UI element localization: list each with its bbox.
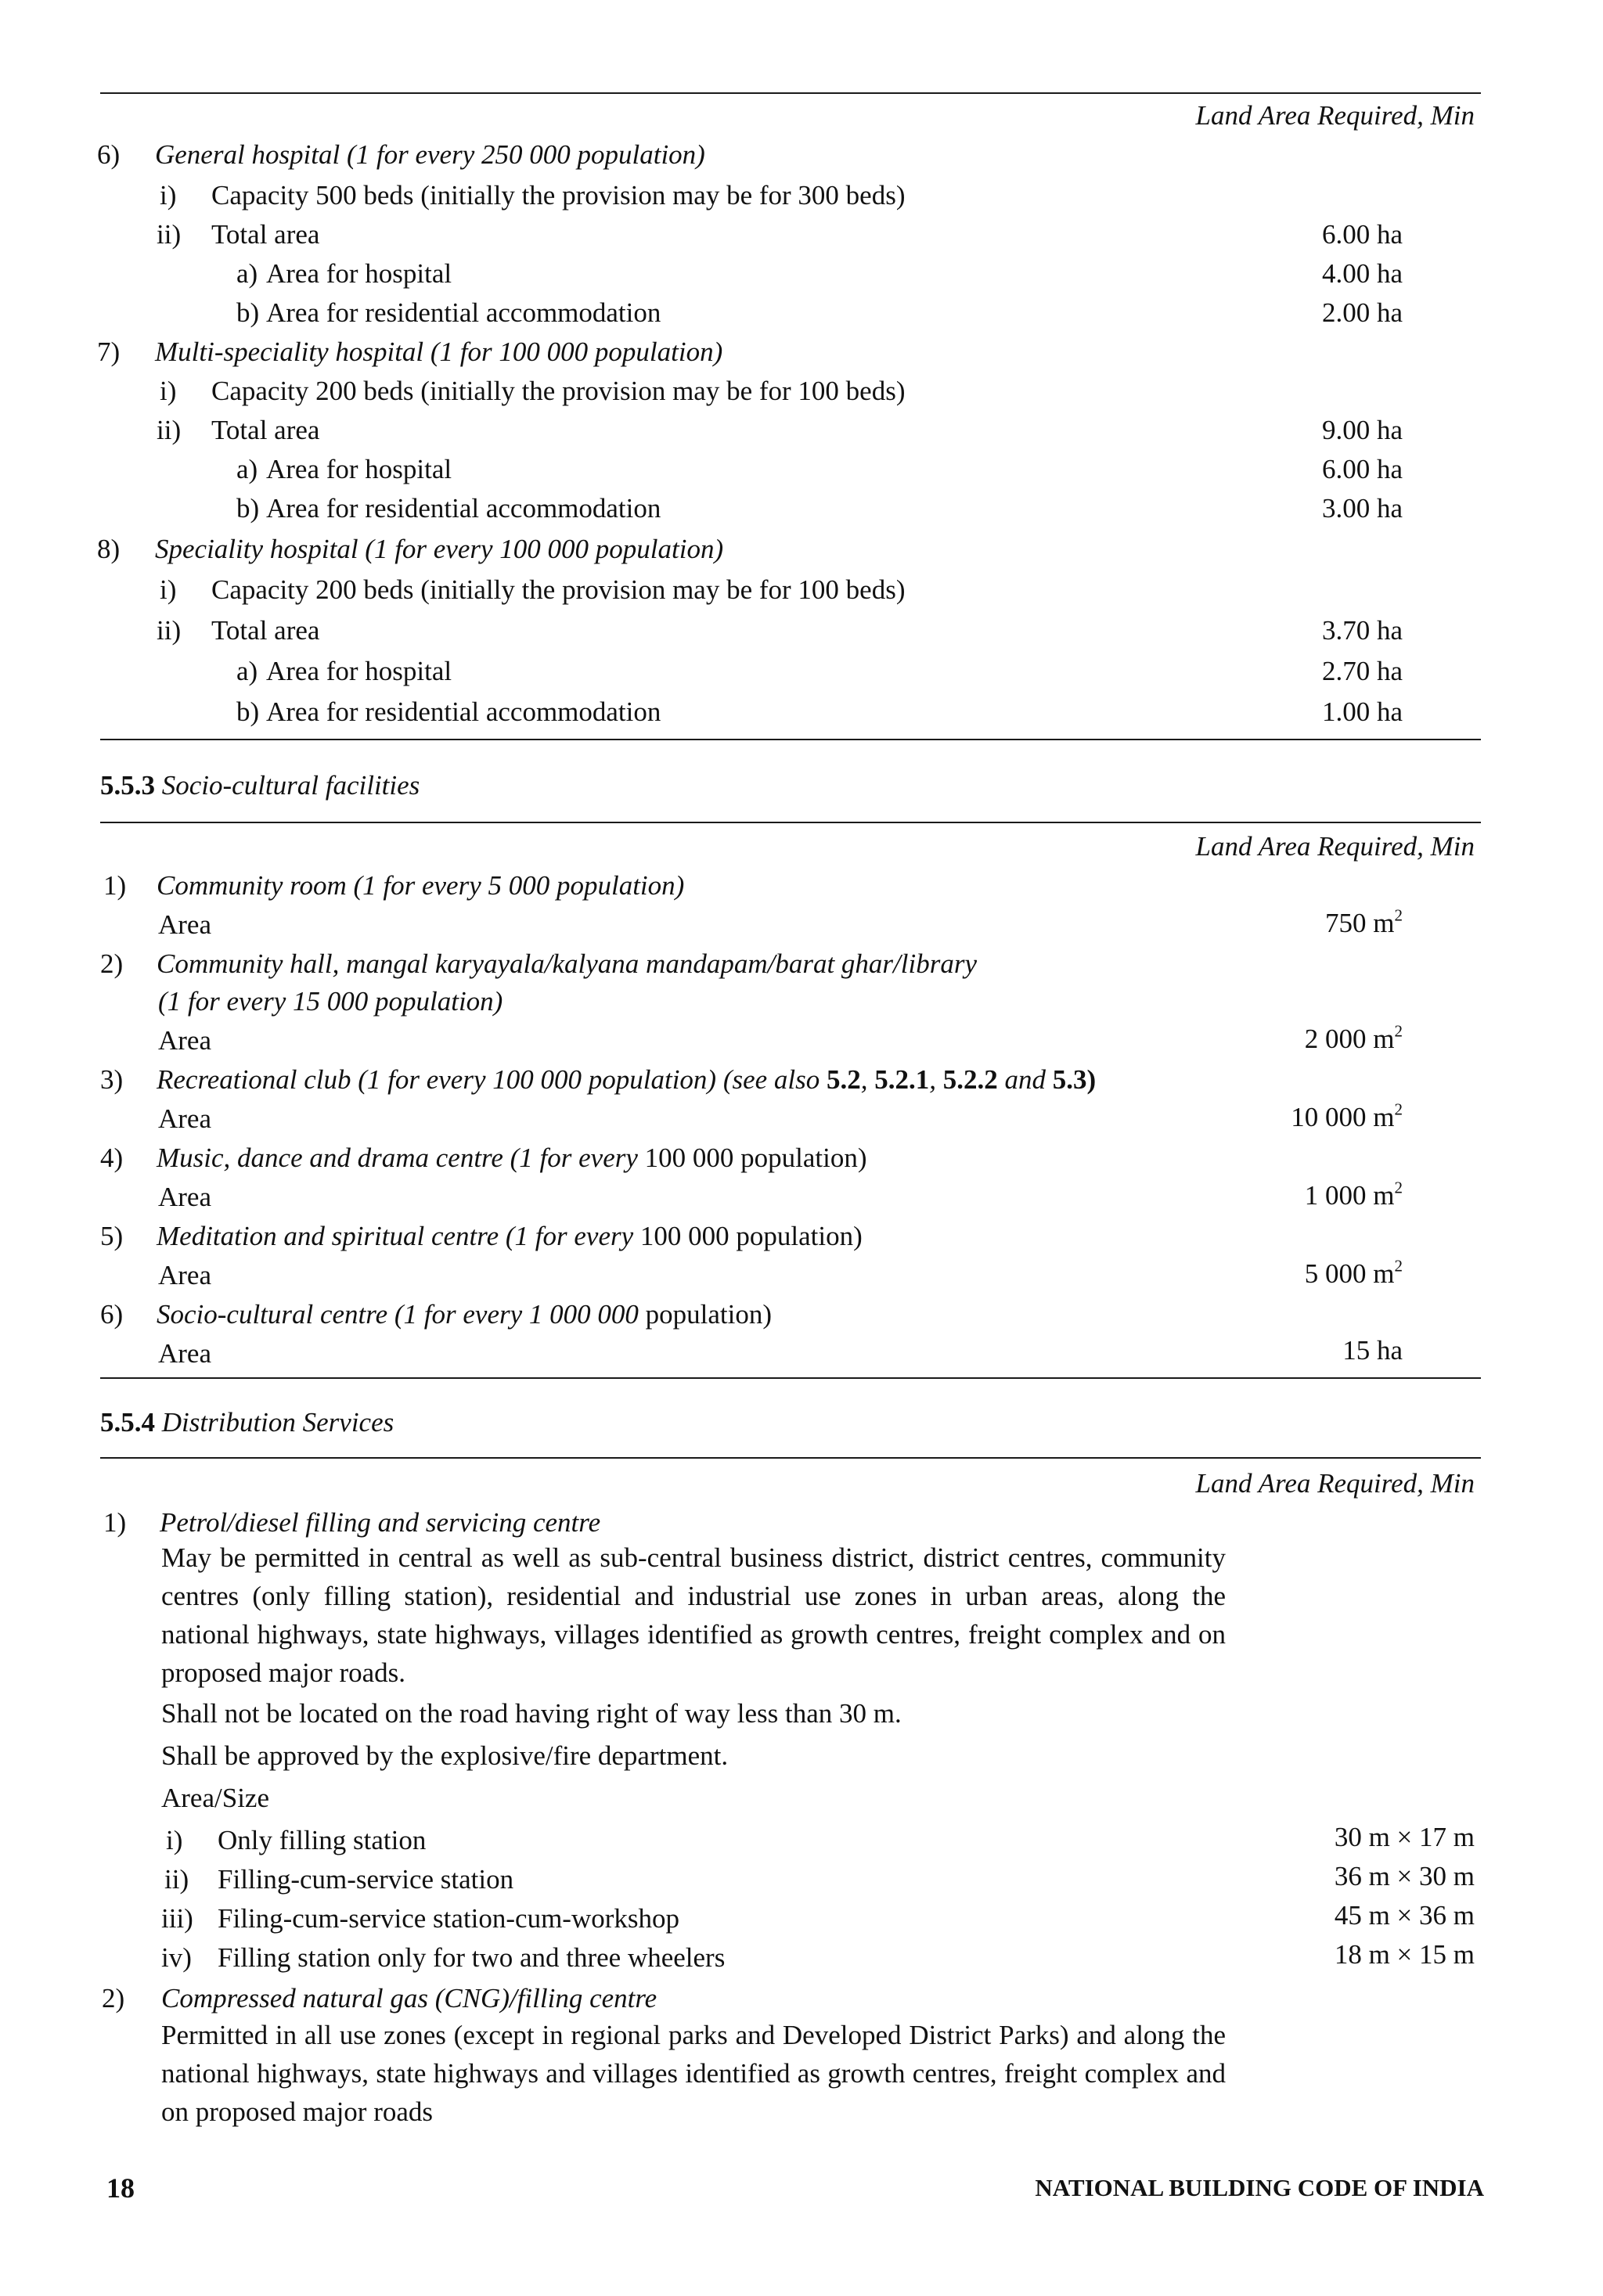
socio-4-area-label: Area [158,1182,212,1212]
socio-6-title-tail: population) [645,1299,773,1330]
socio-2-num: 2) [100,948,124,979]
hospital-7-residential-value: 3.00 ha [1321,493,1403,524]
petrol-size-1-label: Only filling station [218,1825,427,1855]
socio-3-ref-sep-2: , [929,1064,943,1095]
petrol-paragraph-3: Shall be approved by the explosive/fire department. [161,1740,729,1771]
socio-1-title: Community room (1 for every 5 000 population) [157,870,685,901]
socio-6-num: 6) [100,1299,124,1330]
socio-1-value-text: 750 m [1325,908,1395,938]
socio-3-ref-4: 5.3 [1052,1064,1087,1095]
socio-4-value-sup: 2 [1394,1178,1403,1197]
page-number: 18 [106,2172,135,2204]
hospital-7-capacity: Capacity 200 beds (initially the provision may be for 100 beds) [211,376,906,406]
petrol-size-1-num: i) [166,1825,183,1855]
socio-4-title [157,1144,867,1171]
socio-1-num: 1) [103,870,127,901]
section-553-title: Socio-cultural facilities [161,770,420,801]
hospital-6-residential-value: 2.00 ha [1321,297,1403,328]
socio-4-value [1304,1178,1403,1211]
hospital-8-capacity: Capacity 200 beds (initially the provision may be for 100 beds) [211,574,906,605]
petrol-size-2-num: ii) [164,1864,189,1895]
socio-5-title-tail: 100 000 population) [639,1221,863,1251]
hospital-6-roman-i: i) [160,180,177,211]
socio-6-title-text: Socio-cultural centre (1 for every 1 000 000 [157,1299,646,1330]
socio-6-title [157,1301,772,1328]
socio-4-title-tail: 100 000 population) [644,1143,867,1173]
hospital-6-hospital-label: Area for hospital [266,258,452,289]
petrol-size-4-num: iv) [161,1942,192,1973]
petrol-size-label: Area/Size [161,1783,269,1813]
socio-5-area-label: Area [158,1260,212,1290]
hospital-7-num: 7) [97,336,121,367]
petrol-title: Petrol/diesel filling and servicing centre [160,1507,601,1538]
hospital-8-residential-label: Area for residential accommodation [266,696,661,727]
petrol-size-2-value: 36 m × 30 m [1334,1861,1475,1891]
hospital-7-roman-ii: ii) [157,415,182,445]
socio-1-value-sup: 2 [1394,905,1403,925]
petrol-size-4-label: Filling station only for two and three wheelers [218,1942,726,1973]
socio-5-title [157,1222,863,1250]
petrol-paragraph-2: Shall not be located on the road having right of way less than 30 m. [161,1698,902,1729]
hospital-6-total-label: Total area [211,219,320,250]
hospital-6-hospital-value: 4.00 ha [1321,258,1403,289]
socio-top-rule [100,822,1481,823]
petrol-size-3-num: iii) [161,1903,193,1934]
hospital-8-hospital-value: 2.70 ha [1321,656,1403,686]
socio-5-value [1304,1256,1403,1289]
socio-5-value-text: 5 000 m [1304,1258,1395,1289]
socio-3-value-text: 10 000 m [1291,1102,1395,1132]
cng-paragraph: Permitted in all use zones (except in regional parks and Developed District Parks) and along the national highways, state highways and villages identified as growth centres, freight complex and on proposed major roads [161,2020,1226,2127]
hospital-6-title: General hospital (1 for every 250 000 population) [155,139,705,170]
hospital-7-letter-a: a) [236,454,258,484]
section-553-number: 5.5.3 [100,770,155,801]
hospital-6-letter-a: a) [236,258,258,289]
hospital-7-residential-label: Area for residential accommodation [266,493,661,524]
socio-5-value-sup: 2 [1394,1256,1403,1276]
petrol-num: 1) [103,1507,127,1538]
petrol-paragraph-1: May be permitted in central as well as sub-central business district, district centres, community centres (only filling station), residential and industrial use zones in urban areas, along the national highways, state highways, villages identified as growth centres, freight complex and on proposed major roads. [161,1542,1226,1688]
hospital-8-title: Speciality hospital (1 for every 100 000 population) [155,534,724,564]
socio-6-value: 15 ha [1342,1335,1403,1366]
socio-2-title-line2: (1 for every 15 000 population) [158,986,503,1017]
socio-3-ref-sep-1: , [860,1064,875,1095]
hospital-7-total-label: Total area [211,415,320,445]
hospital-8-hospital-label: Area for hospital [266,656,452,686]
hospital-7-title: Multi-speciality hospital (1 for 100 000 population) [155,336,723,367]
hospital-7-roman-i: i) [160,376,177,406]
hospital-7-hospital-value: 6.00 ha [1321,454,1403,484]
hospital-6-total-value: 6.00 ha [1321,219,1403,250]
hospital-6-residential-label: Area for residential accommodation [266,297,661,328]
section-553-heading [100,772,420,799]
socio-3-ref-2: 5.2.1 [874,1064,930,1095]
socio-3-value [1291,1099,1403,1132]
socio-2-value-sup: 2 [1394,1021,1403,1041]
hospital-bottom-rule [100,739,1481,740]
socio-2-area-label: Area [158,1025,212,1056]
hospital-6-roman-ii: ii) [157,219,182,250]
land-area-header-3: Land Area Required, Min [1195,1468,1475,1499]
socio-6-area-label: Area [158,1338,212,1369]
socio-1-area-label: Area [158,909,212,940]
hospital-8-letter-b: b) [236,696,260,727]
socio-bottom-rule [100,1377,1481,1379]
land-area-header-2: Land Area Required, Min [1195,831,1475,862]
hospital-6-capacity: Capacity 500 beds (initially the provision may be for 300 beds) [211,180,906,211]
petrol-size-2-label: Filling-cum-service station [218,1864,514,1895]
socio-2-title: Community hall, mangal karyayala/kalyana mandapam/barat ghar/library [157,948,977,979]
section-554-heading [100,1409,394,1436]
hospital-8-roman-ii: ii) [157,615,182,646]
hospital-7-hospital-label: Area for hospital [266,454,452,484]
section-554-number: 5.5.4 [100,1407,155,1438]
socio-3-value-sup: 2 [1394,1099,1403,1119]
petrol-size-1-value: 30 m × 17 m [1334,1822,1475,1852]
land-area-header-1: Land Area Required, Min [1195,100,1475,131]
socio-1-value [1325,905,1403,938]
cng-title: Compressed natural gas (CNG)/filling centre [161,1983,657,2013]
top-rule [100,92,1481,94]
socio-4-value-text: 1 000 m [1304,1180,1395,1211]
petrol-size-3-value: 45 m × 36 m [1334,1900,1475,1931]
socio-3-ref-3: 5.2.2 [942,1064,998,1095]
socio-3-title [157,1066,1096,1093]
socio-5-title-text: Meditation and spiritual centre (1 for every [157,1221,640,1251]
socio-2-value-text: 2 000 m [1304,1024,1395,1054]
hospital-8-letter-a: a) [236,656,258,686]
section-554-title: Distribution Services [161,1407,394,1438]
socio-4-title-text: Music, dance and drama centre (1 for every [157,1143,645,1173]
socio-3-ref-1: 5.2 [827,1064,861,1095]
socio-5-num: 5) [100,1221,124,1251]
distribution-top-rule [100,1457,1481,1459]
hospital-8-num: 8) [97,534,121,564]
footer-title: NATIONAL BUILDING CODE OF INDIA [1035,2174,1484,2201]
hospital-7-letter-b: b) [236,493,260,524]
petrol-size-3-label: Filing-cum-service station-cum-workshop [218,1903,680,1934]
cng-num: 2) [102,1983,125,2013]
socio-3-num: 3) [100,1064,124,1095]
socio-3-area-label: Area [158,1103,212,1134]
socio-2-value [1304,1021,1403,1054]
hospital-6-letter-b: b) [236,297,260,328]
hospital-8-roman-i: i) [160,574,177,605]
socio-3-title-text: Recreational club (1 for every 100 000 population) (see also [157,1064,827,1095]
petrol-size-4-value: 18 m × 15 m [1334,1939,1475,1970]
hospital-8-residential-value: 1.00 ha [1321,696,1403,727]
socio-4-num: 4) [100,1143,124,1173]
hospital-8-total-label: Total area [211,615,320,646]
hospital-8-total-value: 3.70 ha [1321,615,1403,646]
hospital-6-num: 6) [97,139,121,170]
hospital-7-total-value: 9.00 ha [1321,415,1403,445]
socio-3-close: ) [1086,1064,1097,1095]
socio-3-ref-and: and [997,1064,1053,1095]
